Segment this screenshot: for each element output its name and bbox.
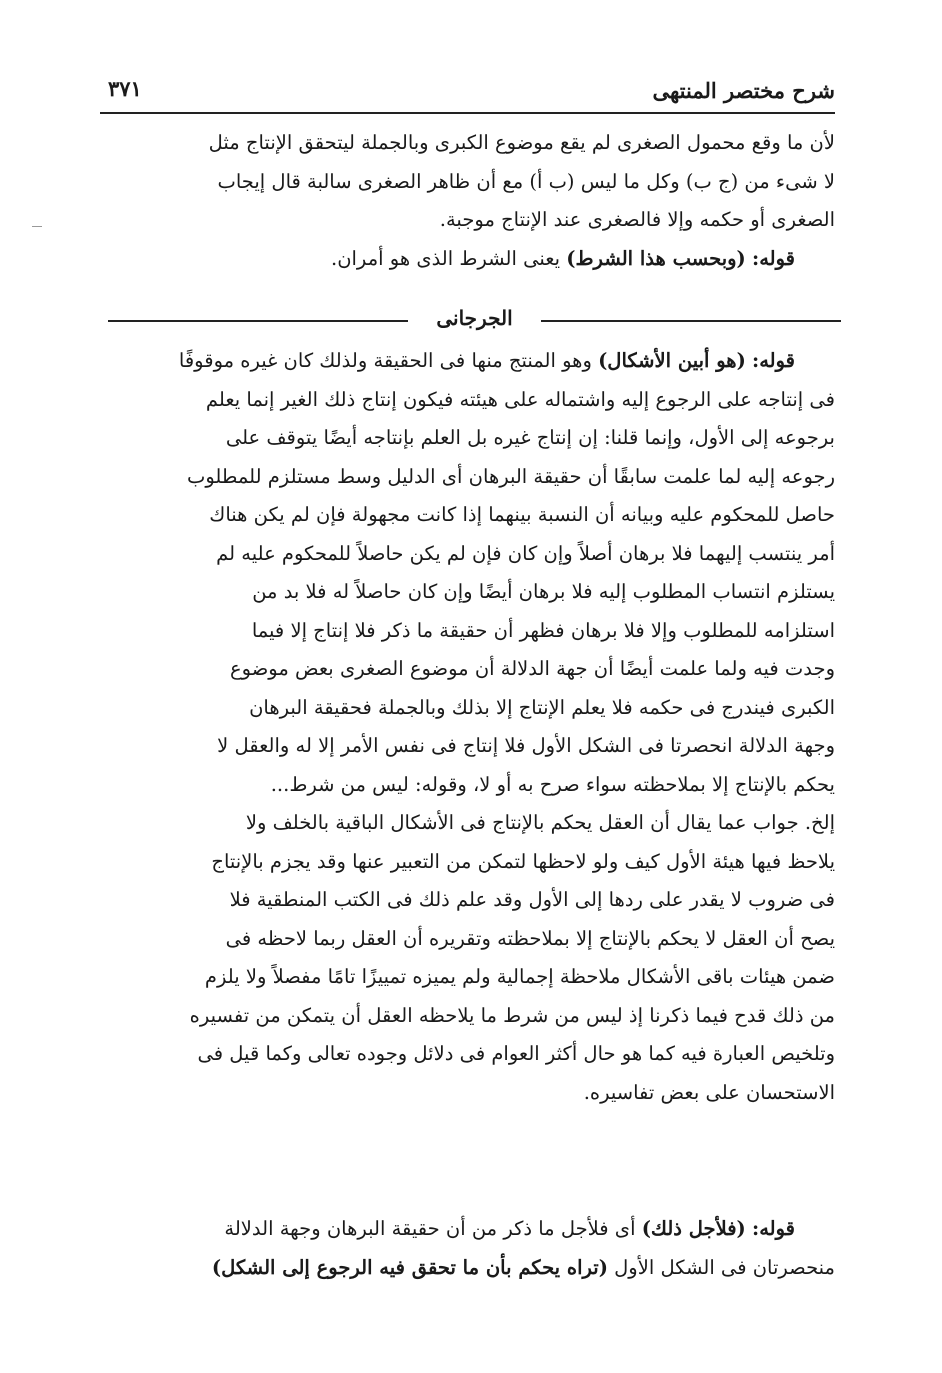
text-line: فى ضروب لا يقدر على ردها إلى الأول وقد علم ذلك فى الكتب المنطقية فلا: [229, 888, 835, 911]
text-line: يستلزم انتساب المطلوب إليه فلا برهان أيضًا وإن كان حاصلاً له فلا بد من: [252, 580, 835, 603]
commentary-top-block: [100, 124, 835, 278]
text-segment: منحصرتان فى الشكل الأول: [614, 1255, 835, 1279]
qawl-label: قوله:: [752, 349, 795, 372]
text-line: وجدت فيه ولما علمت أيضًا أن جهة الدلالة أن موضوع الصغرى بعض موضوع: [230, 657, 835, 680]
page-number: ٣٧١: [108, 76, 142, 101]
text-line: ضمن هيئات باقى الأشكال ملاحظة إجمالية ولم يميزه تمييزًا تامًا مفصلاً ولا يلزم: [204, 965, 835, 988]
qawl-line: [100, 240, 835, 279]
text-line: حاصل للمحكوم عليه وبيانه أن النسبة بينهما إذا كانت مجهولة فإن لم يكن هناك: [209, 503, 835, 526]
running-header-title: شرح مختصر المنتهى: [652, 78, 835, 103]
qawl-line: [100, 342, 835, 381]
text-line: يحكم بالإنتاج إلا بملاحظته سواء صرح به أو لا، وقوله: ليس من شرط...: [270, 772, 835, 796]
qawl-label: قوله:: [752, 1217, 795, 1240]
text-line: [100, 1249, 835, 1288]
text-line: وتلخيص العبارة فيه كما هو حال أكثر العوام فى دلائل وجوده تعالى وكما قيل فى: [197, 1042, 835, 1065]
text-line: الكبرى فيندرج فى حكمه فلا يعلم الإنتاج إلا بذلك وبالجملة فحقيقة البرهان: [249, 695, 835, 719]
text-line: يلاحظ فيها هيئة الأول كيف ولو لاحظها لتمكن من التعبير عنها وقد يجزم بالإنتاج: [211, 849, 835, 873]
jurjani-commentary-block: [100, 342, 835, 1112]
text-line: الاستحسان على بعض تفاسيره.: [583, 1080, 835, 1104]
qawl-explanation: وهو المنتج منها فى الحقيقة ولذلك كان غيره موقوفًا: [178, 349, 592, 372]
qawl-explanation: أى فلأجل ما ذكر من أن حقيقة البرهان وجهة الدلالة: [224, 1217, 636, 1240]
section-divider: [108, 306, 841, 336]
quoted-phrase: (تراه يحكم بأن ما تحقق فيه الرجوع إلى الشكل): [211, 1255, 608, 1279]
text-line: فى إنتاجه على الرجوع إليه واشتماله على هيئته فيكون إنتاج ذلك الغير إنما يعلم: [205, 387, 835, 411]
quoted-phrase: (وبحسب هذا الشرط): [566, 246, 746, 270]
text-line: وجهة الدلالة انحصرتا فى الشكل الأول فلا إنتاج فى نفس الأمر إلا له والعقل لا: [217, 734, 835, 757]
text-line: من ذلك قدح فيما ذكرنا إذ ليس من شرط ما يلاحظه العقل أن يتمكن من تفسيره: [189, 1003, 835, 1027]
qawl-label: قوله:: [752, 246, 795, 270]
text-line: برجوعه إلى الأول، وإنما قلنا: إن إنتاج غيره بل العلم بإنتاجه أيضًا يتوقف على: [225, 426, 835, 449]
divider-rule-left: [108, 320, 408, 322]
text-line: الصغرى أو حكمه وإلا فالصغرى عند الإنتاج موجبة.: [439, 208, 835, 231]
text-line: إلخ. جواب عما يقال أن العقل يحكم بالإنتاج فى الأشكال الباقية بالخلف ولا: [245, 811, 835, 834]
section-title: الجرجانى: [436, 306, 513, 330]
quoted-phrase: (فلأجل ذلك): [641, 1217, 746, 1240]
text-line: رجوعه إليه لما علمت سابقًا أن حقيقة البرهان أى الدليل وسط مستلزم للمطلوب: [186, 464, 835, 488]
text-line: يصح أن العقل لا يحكم بالإنتاج إلا بملاحظته وتقريره أن العقل ربما لاحظه فى: [225, 926, 835, 950]
text-line: لا شىء من (ج ب) وكل ما ليس (ب أ) مع أن ظاهر الصغرى سالبة قال إيجاب: [217, 169, 835, 193]
commentary-end-block: [100, 1210, 835, 1287]
text-line: استلزامه للمطلوب وإلا فلا برهان فظهر أن حقيقة ما ذكر فلا إنتاج إلا فيما: [251, 618, 835, 642]
quoted-phrase: (هو أبين الأشكال): [598, 349, 746, 372]
qawl-line: [100, 1210, 835, 1249]
qawl-explanation: يعنى الشرط الذى هو أمران.: [331, 246, 561, 270]
running-header: [100, 72, 835, 114]
text-line: أمر ينتسب إليهما فلا برهان أصلاً وإن كان فإن لم يكن حاصلاً للمحكوم عليه لم: [216, 541, 835, 565]
text-line: لأن ما وقع محمول الصغرى لم يقع موضوع الكبرى وبالجملة ليتحقق الإنتاج مثل: [208, 131, 835, 154]
margin-mark: [32, 226, 42, 228]
